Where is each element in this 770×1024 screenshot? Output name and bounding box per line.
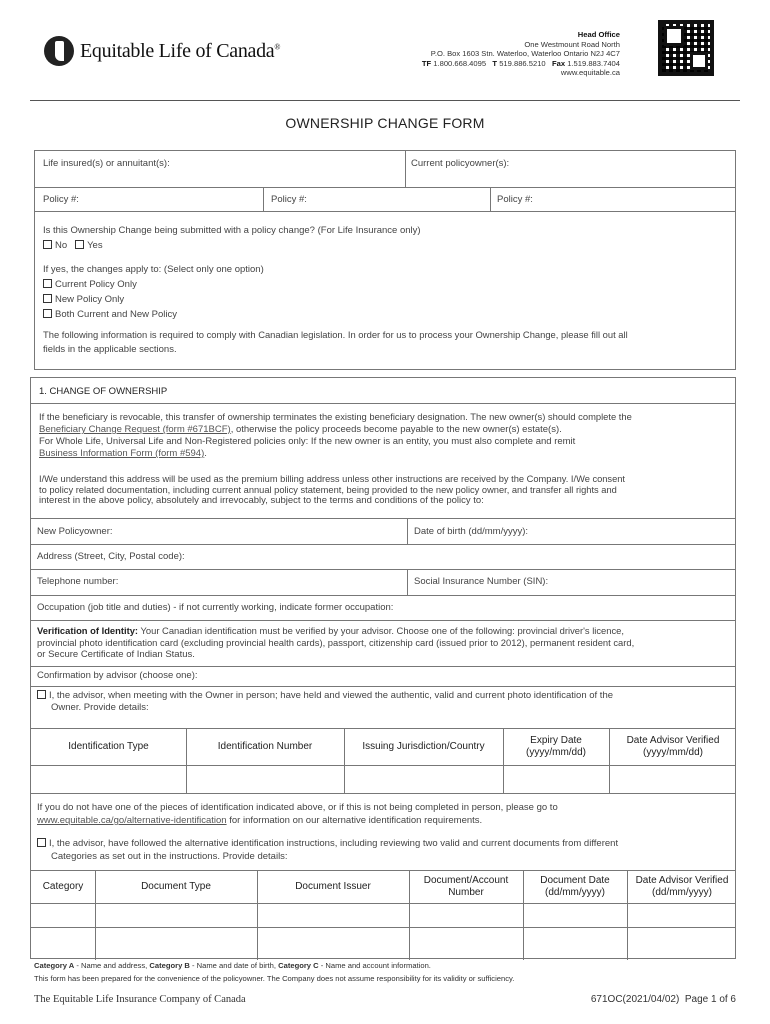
policy-change-question: Is this Ownership Change being submitted with a policy change? (For Life Insurance only) [43, 225, 421, 236]
policy-number-field-1[interactable]: Policy #: [43, 194, 79, 205]
account-number-header: Document/Account Number [423, 875, 509, 898]
jurisdiction-input[interactable] [345, 766, 503, 794]
legislation-note-2: fields in the applicable sections. [43, 344, 177, 355]
checkbox-both-policies[interactable] [43, 309, 52, 318]
disclaimer: This form has been prepared for the convenience of the policyowner. The Company does not assume responsibility for its validity or sufficiency. [34, 974, 515, 983]
document-table [31, 870, 735, 960]
current-owner-field[interactable]: Current policyowner(s): [411, 158, 510, 169]
alt-id-link[interactable]: www.equitable.ca/go/alternative-identification [37, 815, 227, 826]
checkbox-alternative-verification[interactable] [37, 838, 46, 847]
dob-field[interactable]: Date of birth (dd/mm/yyyy): [414, 526, 529, 537]
header-divider [30, 100, 740, 101]
verified-date-input[interactable] [610, 766, 737, 794]
verified-date-header: Date Advisor Verified (yyyy/mm/dd) [626, 735, 720, 758]
id-type-input[interactable] [31, 766, 186, 794]
identification-table [31, 728, 735, 794]
document-date-header: Document Date (dd/mm/yyyy) [540, 875, 610, 898]
address-line-1: One Westmount Road North [524, 39, 620, 49]
change-of-ownership-section: 1. CHANGE OF OWNERSHIP If the beneficiary is revocable, this transfer of ownership terminates the existing beneficiary designation. The new owner(s) should complete the Beneficiary Change Request (form #671BCF), otherwise the policy proceeds become payable to the new owner(s) estate(s). For Whole Life, Universal Life and Non-Registered policies only: If the new owner is an entity, you must also complete and remit Business Information Form (form #594). I/We understand this address will be used as the premium billing address unless other instructions are received by the Company. I/We consent to policy related documentation, including current annual policy statement, being provided to the new policy owner, and transfer all rights and interest in the above policy, absolutely and irrevocably, subject to the terms and conditions of the policy to: New Policyowner: Date of birth (dd/mm/yyyy): Address (Street, City, Postal code): Telephone number: Social Insurance Number (SIN): Occupation (job title and duties) - if not currently working, indicate former occupation: Verification of Identity: Your Canadian identification must be verified by your advisor. Choose one of the following: provincial driver's licence, provincial photo identification card (excluding provincial health cards), passport, citizenship card (issued prior to 2012), permanent resident card, or Secure Certificate of Indian Status. Confirmation by advisor (choose one): I, the advisor, when meeting with the Owner in person; have held and viewed the authentic, valid and current photo identification of the Owner. Provide details: Identification Type Identification Number Issuing Jurisdiction/Country Expiry Date (yyyy/mm/dd) Date Advisor Verified (yyyy/mm/dd) If you do not have one of the pieces of identification indicated above, or if this is not being completed in person, please go to www.equitable.ca/go/alternative-identification for information on our alternative identification requirements. I, the advisor, have followed the alternative identification instructions, including reviewing two valid and current documents from different Categories as set out in the instructions. Provide details: Category Document Type Document Issuer Document/Account Number Document Date (dd/mm/yyyy) Date Advisor Verified (dd/mm/yyyy) [30, 377, 736, 959]
confirmation-label: Confirmation by advisor (choose one): [37, 670, 198, 681]
verification-heading: Verification of Identity: [37, 625, 139, 636]
contact-line: TF 1.800.668.4095 T 519.886.5210 Fax 1.519.883.7404 [421, 58, 620, 68]
sin-field[interactable]: Social Insurance Number (SIN): [414, 576, 549, 587]
category-legend: Category A - Name and address, Category B - Name and date of birth, Category C - Name and account information. [34, 961, 431, 970]
policy-info-section: Life insured(s) or annuitant(s): Current policyowner(s): Policy #: Policy #: Policy #: Is this Ownership Change being submitted with a policy change? (For Life Insurance only) No Yes If yes, the changes apply to: (Select only one option) Current Policy Only New Policy Only Both Current and New Policy The following information is required to comply with Canadian legislation. In order for us to process your Ownership Change, please fill out all fields in the applicable sections. [34, 150, 736, 370]
checkbox-in-person-verification[interactable] [37, 690, 46, 699]
life-insured-field[interactable]: Life insured(s) or annuitant(s): [43, 158, 170, 169]
telephone-field[interactable]: Telephone number: [37, 576, 119, 587]
doc-verified-date-header: Date Advisor Verified (dd/mm/yyyy) [635, 875, 729, 898]
jurisdiction-header: Issuing Jurisdiction/Country [362, 741, 485, 752]
business-info-form-link[interactable]: Business Information Form (form #594) [39, 448, 205, 459]
occupation-field[interactable]: Occupation (job title and duties) - if not currently working, indicate former occupation: [37, 602, 394, 613]
form-title: OWNERSHIP CHANGE FORM [285, 115, 485, 131]
address-field[interactable]: Address (Street, City, Postal code): [37, 551, 185, 562]
expiry-header: Expiry Date (yyyy/mm/dd) [526, 735, 586, 758]
applies-to-label: If yes, the changes apply to: (Select only one option) [43, 264, 264, 275]
checkbox-current-policy[interactable] [43, 279, 52, 288]
company-logo [44, 36, 280, 66]
office-title: Head Office [577, 30, 620, 39]
logo-icon [44, 36, 74, 66]
doc-row-2[interactable] [31, 928, 735, 952]
id-type-header: Identification Type [68, 741, 149, 752]
expiry-input[interactable] [504, 766, 609, 794]
company-footer-name: The Equitable Life Insurance Company of Canada [34, 994, 246, 1005]
no-label: No [55, 240, 68, 251]
checkbox-yes[interactable] [75, 240, 84, 249]
qr-code-icon [658, 20, 714, 76]
head-office-block [422, 30, 620, 78]
document-issuer-header: Document Issuer [295, 881, 371, 892]
legislation-note-1: The following information is required to comply with Canadian legislation. In order for us to process your Ownership Change, please fill out all [43, 329, 628, 340]
doc-row-1[interactable] [31, 904, 735, 927]
document-type-header: Document Type [141, 881, 211, 892]
checkbox-no[interactable] [43, 240, 52, 249]
category-header: Category [42, 881, 84, 892]
registered-mark: ® [274, 41, 281, 51]
beneficiary-change-link[interactable]: Beneficiary Change Request (form #671BCF) [39, 424, 231, 435]
checkbox-new-policy[interactable] [43, 294, 52, 303]
website[interactable]: www.equitable.ca [560, 68, 620, 78]
page-number: Page 1 of 6 [684, 994, 736, 1005]
section-title: 1. CHANGE OF OWNERSHIP [39, 386, 168, 397]
company-name: Equitable Life of Canada [80, 39, 275, 62]
policy-number-field-2[interactable]: Policy #: [271, 194, 307, 205]
page-header [30, 20, 740, 90]
form-code: 671OC(2021/04/02) [590, 994, 680, 1005]
address-line-2: P.O. Box 1603 Stn. Waterloo, Waterloo Ontario N2J 4C7 [430, 49, 620, 59]
new-owner-field[interactable]: New Policyowner: [37, 526, 113, 537]
id-number-input[interactable] [187, 766, 344, 794]
id-number-header: Identification Number [217, 741, 313, 752]
yes-label: Yes [87, 240, 103, 251]
policy-number-field-3[interactable]: Policy #: [497, 194, 533, 205]
